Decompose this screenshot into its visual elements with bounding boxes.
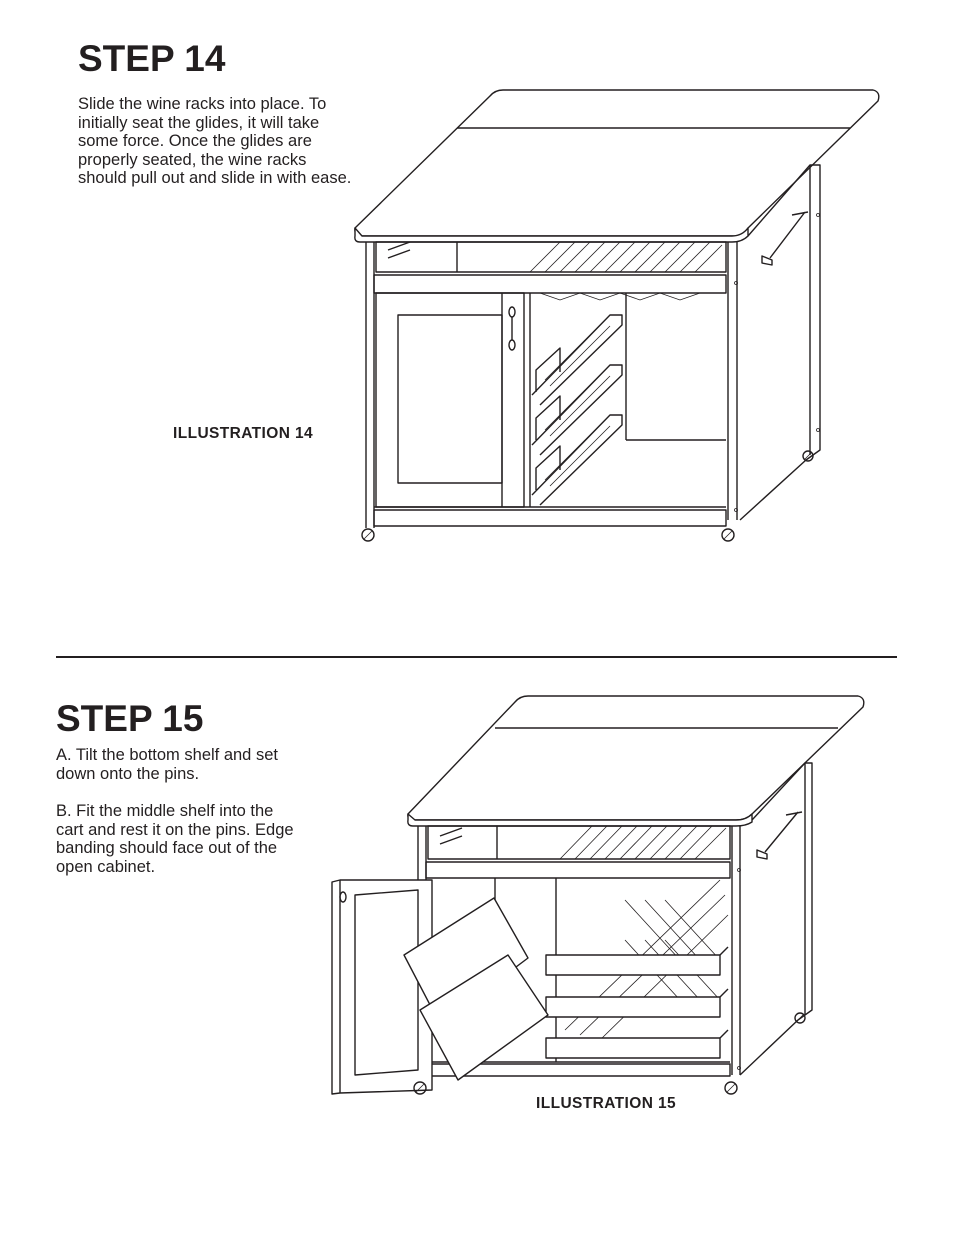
illustration-15-label: ILLUSTRATION 15: [536, 1095, 677, 1112]
step-15-instruction-a: A. Tilt the bottom shelf and set down onto the pins.: [56, 746, 278, 783]
step-14-title: STEP 14: [78, 38, 226, 79]
step-15-instruction-b: B. Fit the middle shelf into the cart and rest it on the pins. Edge banding should face out of the open cabinet.: [56, 802, 294, 876]
step-14-instructions: Slide the wine racks into place. To initially seat the glides, it will take some force. Once the glides are properly seated, the wine racks should pull out and slide in with ease.: [78, 95, 352, 187]
illustration-14-label: ILLUSTRATION 14: [173, 425, 314, 442]
step-15-title: STEP 15: [56, 698, 204, 739]
